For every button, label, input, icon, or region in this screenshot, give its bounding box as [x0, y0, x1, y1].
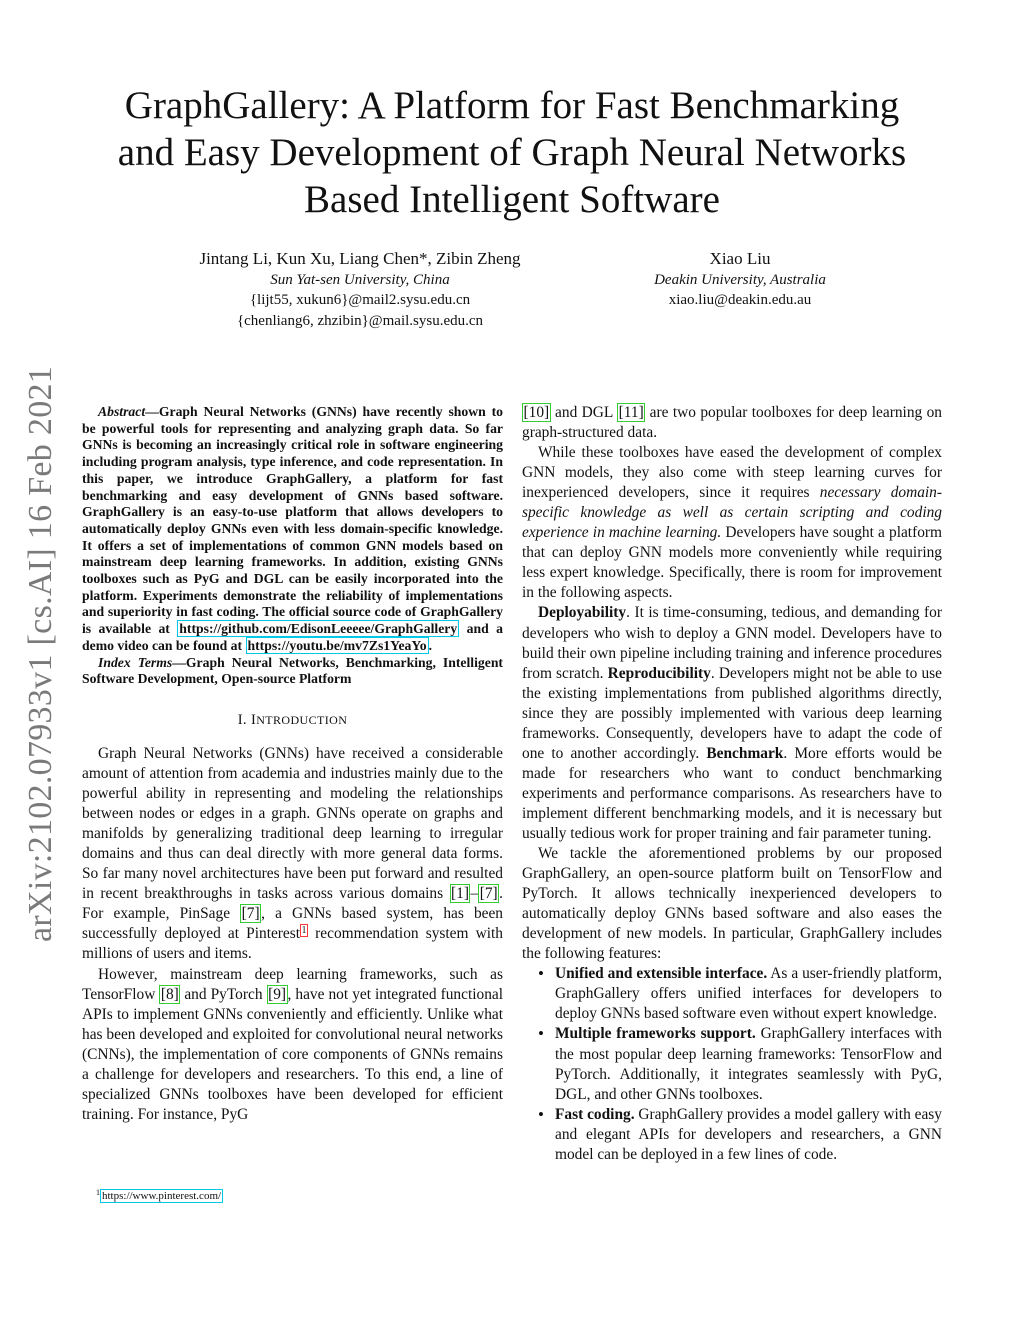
body-paragraph: [522, 443, 942, 603]
text-run: . Developers might not be able to use the existing implementations from published algorithms directly, since they are possibly implemented with various deep learning frameworks. Consequently, developers have to adapt the code of one to another accordingly.: [522, 664, 943, 762]
title-line: Based Intelligent Software: [304, 178, 720, 221]
text-run: . For example, PinSage: [82, 885, 503, 923]
text-run: Graph Neural Networks (GNNs) have received a considerable amount of attention from academia and industries mainly due to the powerful ability in representing and modeling the relationships between nodes or edges in a graph. GNNs operate on graphs and manifolds by generalizing traditional deep learning to irregular domains and thus can deal directly with more general data forms. So far many novel architectures have been put forward and resulted in recent breakthroughs in tasks across various domains: [82, 745, 503, 903]
list-item: [555, 1105, 942, 1165]
footnote-ref-link[interactable]: 1: [301, 925, 307, 937]
text-run: are two popular toolboxes for deep learning on graph-structured data.: [522, 404, 942, 442]
footnote: [96, 1186, 223, 1203]
youtube-link[interactable]: https://youtu.be/mv7Zs1YeaYo: [247, 637, 427, 653]
text-run: –: [470, 885, 479, 903]
footnote-url-link[interactable]: https://www.pinterest.com/: [102, 1190, 222, 1202]
author-email: {lijt55, xukun6}@mail2.sysu.edu.cn: [249, 292, 471, 308]
body-paragraph: [522, 403, 942, 443]
text-run: GraphGallery interfaces with the most popular deep learning frameworks: TensorFlow and PyTorch. Additionally, it integrates seamlessly with PyG, DGL, and other GNNs toolboxes.: [555, 1025, 943, 1103]
author-names: Xiao Liu: [709, 249, 771, 268]
abstract-text: and a demo video can be found at: [82, 621, 503, 653]
citation-link[interactable]: [8]: [160, 985, 179, 1003]
citation-link[interactable]: [11]: [618, 404, 644, 421]
abstract-text: Graph Neural Networks (GNNs) have recently shown to be powerful tools for representing and analyzing graph data. So far GNNs is becoming an increasingly critical role in software engineering including program analysis, type inference, and code representation. In this paper, we introduce GraphGallery, a platform for fast benchmarking and easy development of GNNs based software. GraphGallery is an easy-to-use platform that allows developers to automatically deploy GNNs even with less domain-specific knowledge. It offers a set of implementations of common GNN models based on mainstream deep learning frameworks. In addition, existing GNNs toolboxes such as PyG and DGL can be easily incorporated into the platform. Experiments demonstrate the reliability of implementations and superiority in fast coding. The official source code of GraphGallery is available at: [82, 404, 503, 637]
title-line: GraphGallery: A Platform for Fast Benchmarking: [124, 84, 900, 127]
body-paragraph: We tackle the aforementioned problems by our proposed GraphGallery, an open-source platform built on TensorFlow and PyTorch. It allows technically inexperienced developers to automatically deploy GNNs based software and also eases the development of new models. In particular, GraphGallery includes the following features:: [522, 845, 942, 963]
citation-link[interactable]: [10]: [523, 404, 550, 421]
author-affiliation: Deakin University, Australia: [654, 272, 826, 288]
bold-run: Multiple frameworks support.: [555, 1025, 756, 1043]
text-run: and PyTorch: [180, 985, 267, 1003]
bold-run: Benchmark: [706, 744, 784, 762]
abstract: [82, 404, 503, 688]
text-run: and DGL: [550, 404, 618, 421]
section-heading: [82, 710, 503, 730]
author-affiliation: Sun Yat-sen University, China: [270, 272, 450, 288]
text-run: As a user-friendly platform, GraphGallery offers unified interfaces for developers to deploy GNNs based software even without expert knowledge.: [555, 965, 942, 1023]
feature-list: [522, 964, 942, 1164]
abstract-text: .: [428, 637, 433, 653]
text-run: While these toolboxes have eased the development of complex GNN models, they also come with steep learning curves for inexperienced developers, since it requires: [522, 444, 942, 502]
text-run: recommendation system with millions of users and items.: [82, 925, 503, 963]
bold-run: Fast coding.: [555, 1105, 635, 1123]
paper-title: [60, 82, 964, 223]
github-link[interactable]: https://github.com/EdisonLeeeee/GraphGallery: [179, 621, 458, 637]
index-terms-lead: Index Terms: [98, 654, 173, 670]
author-block-left: [160, 248, 560, 332]
body-paragraph: [522, 603, 942, 844]
text-run: However, mainstream deep learning frameworks, such as TensorFlow: [82, 965, 503, 1003]
right-column: [522, 403, 942, 1165]
section-title-rest: NTRODUCTION: [256, 712, 348, 727]
bold-run: Reproducibility: [607, 664, 711, 682]
text-run: . More efforts would be made for researchers who want to conduct benchmarking experiments and performance comparisons. As researchers have to implement different benchmarking models, and it is necessary but usually tedious work for proper training and fair parameter tuning.: [522, 744, 943, 842]
abstract-lead: Abstract: [98, 404, 146, 419]
bold-run: Unified and extensible interface.: [555, 965, 768, 983]
text-run: , a GNNs based system, has been successfully deployed at Pinterest: [82, 905, 504, 943]
title-line: and Easy Development of Graph Neural Networks: [117, 131, 907, 174]
citation-link[interactable]: [7]: [241, 905, 260, 923]
text-run: , have not yet integrated functional APIs to implement GNNs conveniently and efficiently. Unlike what has been developed and exploited for convolutional neural networks (CNNs), the implementation of core components of GNNs remains a challenge for developers and researchers. To this end, a line of specialized GNNs toolboxes have been developed for efficient training. For instance, PyG: [82, 985, 503, 1123]
citation-link[interactable]: [7]: [479, 885, 498, 903]
citation-link[interactable]: [1]: [451, 885, 469, 903]
author-email: xiao.liu@deakin.edu.au: [668, 292, 812, 308]
author-email: {chenliang6, zhzibin}@mail.sysu.edu.cn: [236, 313, 484, 329]
citation-link[interactable]: [9]: [268, 985, 287, 1003]
intro-paragraph: [82, 744, 503, 965]
text-run: Developers have sought a platform that can deploy GNN models more conveniently while requiring less expert knowledge. Specifically, there is room for improvement in the following aspects.: [522, 524, 942, 602]
author-names: Jintang Li, Kun Xu, Liang Chen*, Zibin Zheng: [199, 249, 521, 268]
bold-run: Deployability: [538, 604, 627, 622]
list-item: [555, 964, 942, 1024]
section-initial: I: [250, 711, 257, 728]
index-terms-text: —Graph Neural Networks, Benchmarking, Intelligent Software Development, Open-source Platform: [82, 654, 503, 687]
footnote-mark: 1: [96, 1188, 100, 1197]
section-number: I.: [237, 711, 251, 728]
text-run: GraphGallery provides a model gallery with easy and elegant APIs for developers and researchers, a GNN model can be deployed in a few lines of code.: [555, 1105, 942, 1163]
abstract-dash: —: [145, 404, 159, 419]
left-column: [82, 404, 503, 1125]
emphasis-run: necessary domain-specific knowledge as well as certain scripting and coding experience in machine learning.: [522, 484, 943, 542]
arxiv-stamp: arXiv:2102.07933v1 [cs.AI] 16 Feb 2021: [22, 365, 59, 942]
intro-paragraph: [82, 965, 503, 1125]
list-item: [555, 1024, 942, 1104]
text-run: . It is time-consuming, tedious, and demanding for developers who wish to deploy a GNN model. Developers have to build their own pipeline including training and inference procedures from scratch.: [522, 604, 942, 682]
author-block-right: [620, 248, 860, 311]
